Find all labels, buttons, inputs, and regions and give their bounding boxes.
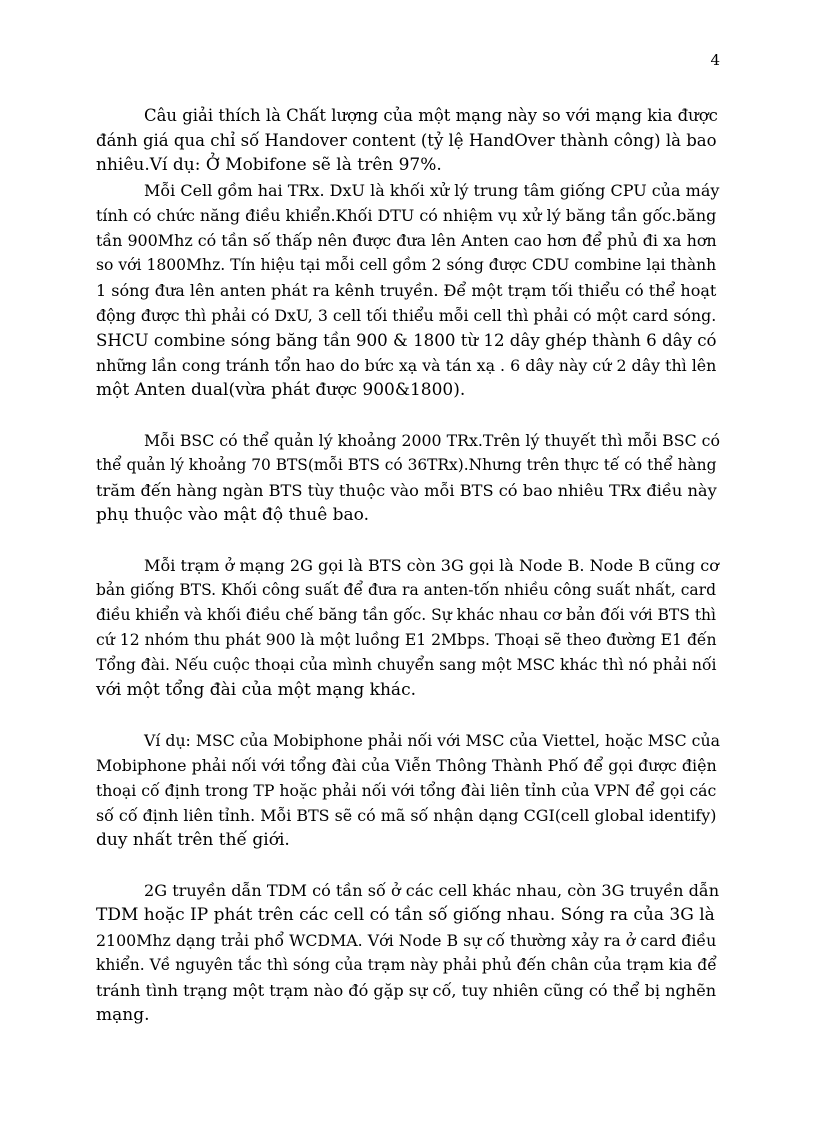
paragraph-line: 1 sóng đưa lên anten phát ra kênh truyền. Để một trạm tối thiểu có thể hoạt (96, 281, 717, 300)
paragraph-line: Câu giải thích là Chất lượng của một mạng này so với mạng kia được (144, 106, 718, 125)
paragraph-line: nhiêu.Ví dụ: Ở Mobifone sẽ là trên 97%. (96, 155, 442, 175)
paragraph-line: cứ 12 nhóm thu phát 900 là một luồng E1 2Mbps. Thoại sẽ theo đường E1 đến (96, 631, 717, 649)
paragraph-4 (96, 553, 720, 703)
paragraph-line: Ví dụ: MSC của Mobiphone phải nối với MSC của Viettel, hoặc MSC của (144, 731, 720, 750)
paragraph-line: thoại cố định trong TP hoặc phải nối với tổng đài liên tỉnh của VPN để gọi các (96, 781, 717, 800)
paragraph-line: trăm đến hàng ngàn BTS tùy thuộc vào mỗi BTS có bao nhiêu TRx điều này (96, 481, 717, 500)
paragraph-6 (96, 878, 720, 1028)
paragraph-line: bản giống BTS. Khối công suất để đưa ra anten-tốn nhiều công suất nhất, card (96, 581, 717, 599)
paragraph-line: số cố định liên tỉnh. Mỗi BTS sẽ có mã số nhận dạng CGI(cell global identify) (96, 806, 717, 825)
paragraph-line: một Anten dual(vừa phát được 900&1800). (96, 380, 466, 400)
paragraph-line: khiển. Về nguyên tắc thì sóng của trạm này phải phủ đến chân của trạm kia để (96, 956, 717, 974)
paragraph-line: với một tổng đài của một mạng khác. (96, 680, 416, 700)
paragraph-line: duy nhất trên thế giới. (96, 830, 290, 850)
paragraph-line: 2100Mhz dạng trải phổ WCDMA. Với Node B sự cố thường xảy ra ở card điều (96, 931, 717, 950)
paragraph-line: Mỗi trạm ở mạng 2G gọi là BTS còn 3G gọi là Node B. Node B cũng cơ (144, 556, 719, 575)
paragraph-5 (96, 728, 720, 853)
paragraph-line: 2G truyền dẫn TDM có tần số ở các cell khác nhau, còn 3G truyền dẫn (144, 881, 720, 900)
paragraph-line: điều khiển và khối điều chế băng tần gốc. Sự khác nhau cơ bản đối với BTS thì (96, 606, 717, 624)
document-body (96, 103, 720, 1028)
paragraph-line: tránh tình trạng một trạm nào đó gặp sự cố, tuy nhiên cũng có thể bị nghẽn (96, 981, 717, 1000)
paragraph-line: Mobiphone phải nối với tổng đài của Viễn Thông Thành Phố để gọi được điện (96, 756, 717, 775)
paragraph-line: so với 1800Mhz. Tín hiệu tại mỗi cell gồm 2 sóng được CDU combine lại thành (96, 256, 717, 274)
paragraph-line: phụ thuộc vào mật độ thuê bao. (96, 505, 370, 525)
paragraph-line: Mỗi Cell gồm hai TRx. DxU là khối xử lý trung tâm giống CPU của máy (144, 181, 720, 200)
paragraph-line: đánh giá qua chỉ số Handover content (tỷ lệ HandOver thành công) là bao (96, 131, 717, 150)
paragraph-line: Mỗi BSC có thể quản lý khoảng 2000 TRx.Trên lý thuyết thì mỗi BSC có (144, 431, 720, 450)
paragraph-1 (96, 103, 720, 178)
paragraph-line: mạng. (96, 1005, 150, 1025)
paragraph-line: thể quản lý khoảng 70 BTS(mỗi BTS có 36TRx).Nhưng trên thực tế có thể hàng (96, 456, 717, 474)
paragraph-line: SHCU combine sóng băng tần 900 & 1800 từ 12 dây ghép thành 6 dây có (96, 331, 717, 350)
paragraph-line: động được thì phải có DxU, 3 cell tối thiểu mỗi cell thì phải có một card sóng. (96, 306, 717, 325)
paragraph-3 (96, 428, 720, 528)
page-number: 4 (710, 51, 720, 69)
paragraph-line: tính có chức năng điều khiển.Khối DTU có nhiệm vụ xử lý băng tần gốc.băng (96, 206, 717, 225)
paragraph-line: tần 900Mhz có tần số thấp nên được đưa lên Anten cao hơn để phủ đi xa hơn (96, 231, 717, 250)
paragraph-line: những lần cong tránh tổn hao do bức xạ và tán xạ . 6 dây này cứ 2 dây thì lên (96, 356, 717, 375)
paragraph-line: Tổng đài. Nếu cuộc thoại của mình chuyển sang một MSC khác thì nó phải nối (96, 656, 717, 674)
paragraph-line: TDM hoặc IP phát trên các cell có tần số giống nhau. Sóng ra của 3G là (96, 905, 715, 925)
paragraph-2 (96, 178, 720, 403)
